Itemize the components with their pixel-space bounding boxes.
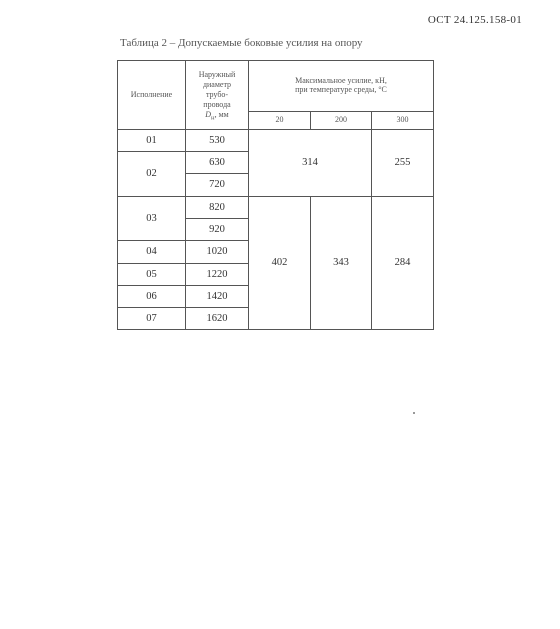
document-code: ОСТ 24.125.158-01 — [427, 14, 522, 26]
header-temp-20: 20 — [249, 112, 311, 130]
header-version: Исполнение — [118, 61, 186, 130]
table-caption: Таблица 2 – Допускаемые боковые усилия на опору — [120, 37, 363, 49]
version-cell-03: 03 — [118, 197, 186, 241]
force-cell-group-a-20-200: 314 — [249, 130, 372, 197]
diameter-cell-530: 530 — [186, 130, 249, 152]
diameter-cell-1220: 1220 — [186, 264, 249, 286]
header-diameter-line-1: Наружный — [198, 69, 236, 79]
diameter-symbol: D — [205, 109, 212, 119]
diameter-cell-630: 630 — [186, 152, 249, 174]
header-diameter-line-2: диаметр — [202, 79, 232, 89]
diameter-cell-820: 820 — [186, 197, 249, 219]
header-max-force-line-1: Максимальное усилие, кН, — [295, 76, 387, 86]
diameter-cell-1020: 1020 — [186, 241, 249, 264]
version-cell-01: 01 — [118, 130, 186, 152]
version-cell-04: 04 — [118, 241, 186, 264]
version-cell-05: 05 — [118, 264, 186, 286]
force-table — [117, 60, 434, 330]
scan-speck — [413, 412, 415, 414]
header-diameter-line-3: трубо- — [205, 89, 229, 99]
diameter-subscript: н — [211, 114, 215, 122]
force-cell-group-b-200: 343 — [311, 197, 372, 330]
version-cell-02: 02 — [118, 152, 186, 197]
header-diameter-symbol — [186, 110, 248, 123]
diameter-cell-920: 920 — [186, 219, 249, 241]
diameter-cell-720: 720 — [186, 174, 249, 197]
diameter-unit: , мм — [214, 109, 229, 119]
header-max-force-line-2: при температуре среды, °С — [295, 85, 387, 94]
force-cell-group-b-300: 284 — [372, 197, 434, 330]
version-cell-06: 06 — [118, 286, 186, 308]
header-max-force — [249, 61, 434, 112]
header-temp-200: 200 — [311, 112, 372, 130]
header-temp-300: 300 — [372, 112, 434, 130]
force-cell-group-a-300: 255 — [372, 130, 434, 197]
header-diameter-line-4: провода — [203, 99, 231, 109]
header-diameter — [186, 61, 249, 130]
force-cell-group-b-20: 402 — [249, 197, 311, 330]
diameter-cell-1420: 1420 — [186, 286, 249, 308]
version-cell-07: 07 — [118, 308, 186, 330]
diameter-cell-1620: 1620 — [186, 308, 249, 330]
